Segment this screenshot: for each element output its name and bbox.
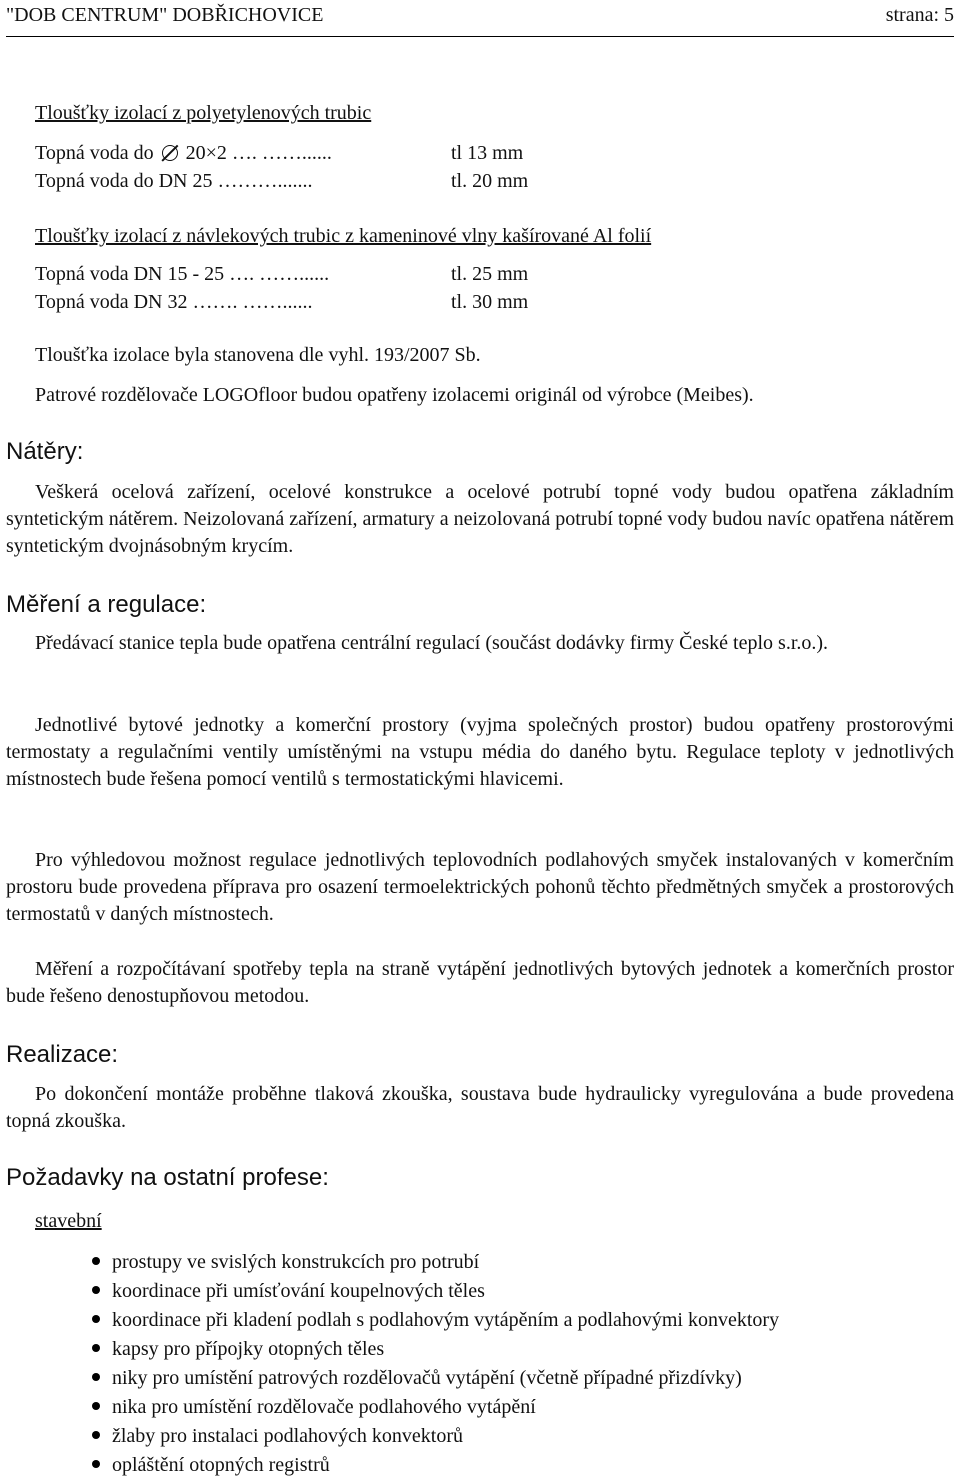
document-title: "DOB CENTRUM" DOBŘICHOVICE <box>6 4 324 26</box>
list-item: nika pro umístění rozdělovače podlahového vytápění <box>6 1394 954 1423</box>
measurement-heading: Měření a regulace: <box>6 591 207 618</box>
pe-row-2-value: tl. 20 mm <box>451 170 529 192</box>
measurement-paragraph-2: Jednotlivé bytové jednotky a komerční prostory (vyjma společných prostor) budou opatřeny prostorovými termostaty a regulačními ventily umístěnými na vstupu média do daného bytu. Regulace teploty v jednotlivých místnostech bude řešena pomocí ventilů s termostatickými hlavicemi. <box>6 714 954 790</box>
bullet-icon <box>92 1373 100 1381</box>
mineral-row-1-value: tl. 25 mm <box>451 263 529 285</box>
pe-insulation-title: Tloušťky izolací z polyetylenových trubic <box>35 102 372 124</box>
coatings-paragraph: Veškerá ocelová zařízení, ocelové konstrukce a ocelové potrubí topné vody budou opatřena základním syntetickým nátěrem. Neizolovaná zařízení, armatury a neizolovaná potrubí topné vody budou navíc opatřena nátěrem syntetickým dvojnásobným krycím. <box>6 481 954 557</box>
pe-row-1-label <box>35 141 332 165</box>
bullet-icon <box>92 1257 100 1265</box>
bullet-icon <box>92 1315 100 1323</box>
pe-row-1-value: tl 13 mm <box>451 142 524 164</box>
running-header <box>6 0 954 37</box>
measurement-paragraph-1: Předávací stanice tepla bude opatřena centrální regulací (součást dodávky firmy České teplo s.r.o.). <box>35 632 829 654</box>
list-item: koordinace při kladení podlah s podlahovým vytápěním a podlahovými konvektory <box>6 1307 954 1336</box>
requirements-list <box>6 1249 954 1481</box>
realization-paragraph: Po dokončení montáže proběhne tlaková zkouška, soustava bude hydraulicky vyregulována a bude provedena topná zkouška. <box>6 1083 954 1132</box>
bullet-icon <box>92 1431 100 1439</box>
mineral-row-1-label: Topná voda DN 15 - 25 …. ……...... <box>35 263 330 285</box>
bullet-icon <box>92 1402 100 1410</box>
pe-row-1-label-b: 20×2 …. ……...... <box>185 142 332 164</box>
bullet-icon <box>92 1460 100 1468</box>
mineral-row-2-value: tl. 30 mm <box>451 291 529 313</box>
list-item: prostupy ve svislých konstrukcích pro potrubí <box>6 1249 954 1278</box>
other-professions-subheading: stavební <box>35 1210 102 1232</box>
bullet-icon <box>92 1286 100 1294</box>
diameter-icon <box>161 144 179 162</box>
bullet-icon <box>92 1344 100 1352</box>
mineral-insulation-title: Tloušťky izolací z návlekových trubic z kameninové vlny kašírované Al folií <box>35 225 652 247</box>
measurement-paragraph-4: Měření a rozpočítávaní spotřeby tepla na straně vytápění jednotlivých bytových jednotek a komerčních prostor bude řešeno denostupňovou metodou. <box>6 958 954 1007</box>
coatings-heading: Nátěry: <box>6 438 84 465</box>
realization-heading: Realizace: <box>6 1041 119 1068</box>
mineral-row-2-label: Topná voda DN 32 ……. ……...... <box>35 291 313 313</box>
list-item: kapsy pro přípojky otopných těles <box>6 1336 954 1365</box>
pe-row-1-label-a: Topná voda do <box>35 142 154 164</box>
pe-row-2-label: Topná voda do DN 25 ………....... <box>35 170 313 192</box>
measurement-paragraph-3: Pro výhledovou možnost regulace jednotlivých teplovodních podlahových smyček instalovaných v komerčním prostoru bude provedena příprava pro osazení termoelektrických pohonů těchto předmětných smyček a prostorových termostatů v daných místnostech. <box>6 849 954 925</box>
list-item: žlaby pro instalaci podlahových konvektorů <box>6 1423 954 1452</box>
insulation-note-2: Patrové rozdělovače LOGOfloor budou opatřeny izolacemi originál od výrobce (Meibes). <box>35 384 754 406</box>
insulation-note-1: Tloušťka izolace byla stanovena dle vyhl. 193/2007 Sb. <box>35 344 481 366</box>
list-item: niky pro umístění patrových rozdělovačů vytápění (včetně případné přizdívky) <box>6 1365 954 1394</box>
other-professions-heading: Požadavky na ostatní profese: <box>6 1164 329 1191</box>
list-item: koordinace při umísťování koupelnových těles <box>6 1278 954 1307</box>
page-number: strana: 5 <box>885 4 954 26</box>
list-item: opláštění otopných registrů <box>6 1452 954 1481</box>
